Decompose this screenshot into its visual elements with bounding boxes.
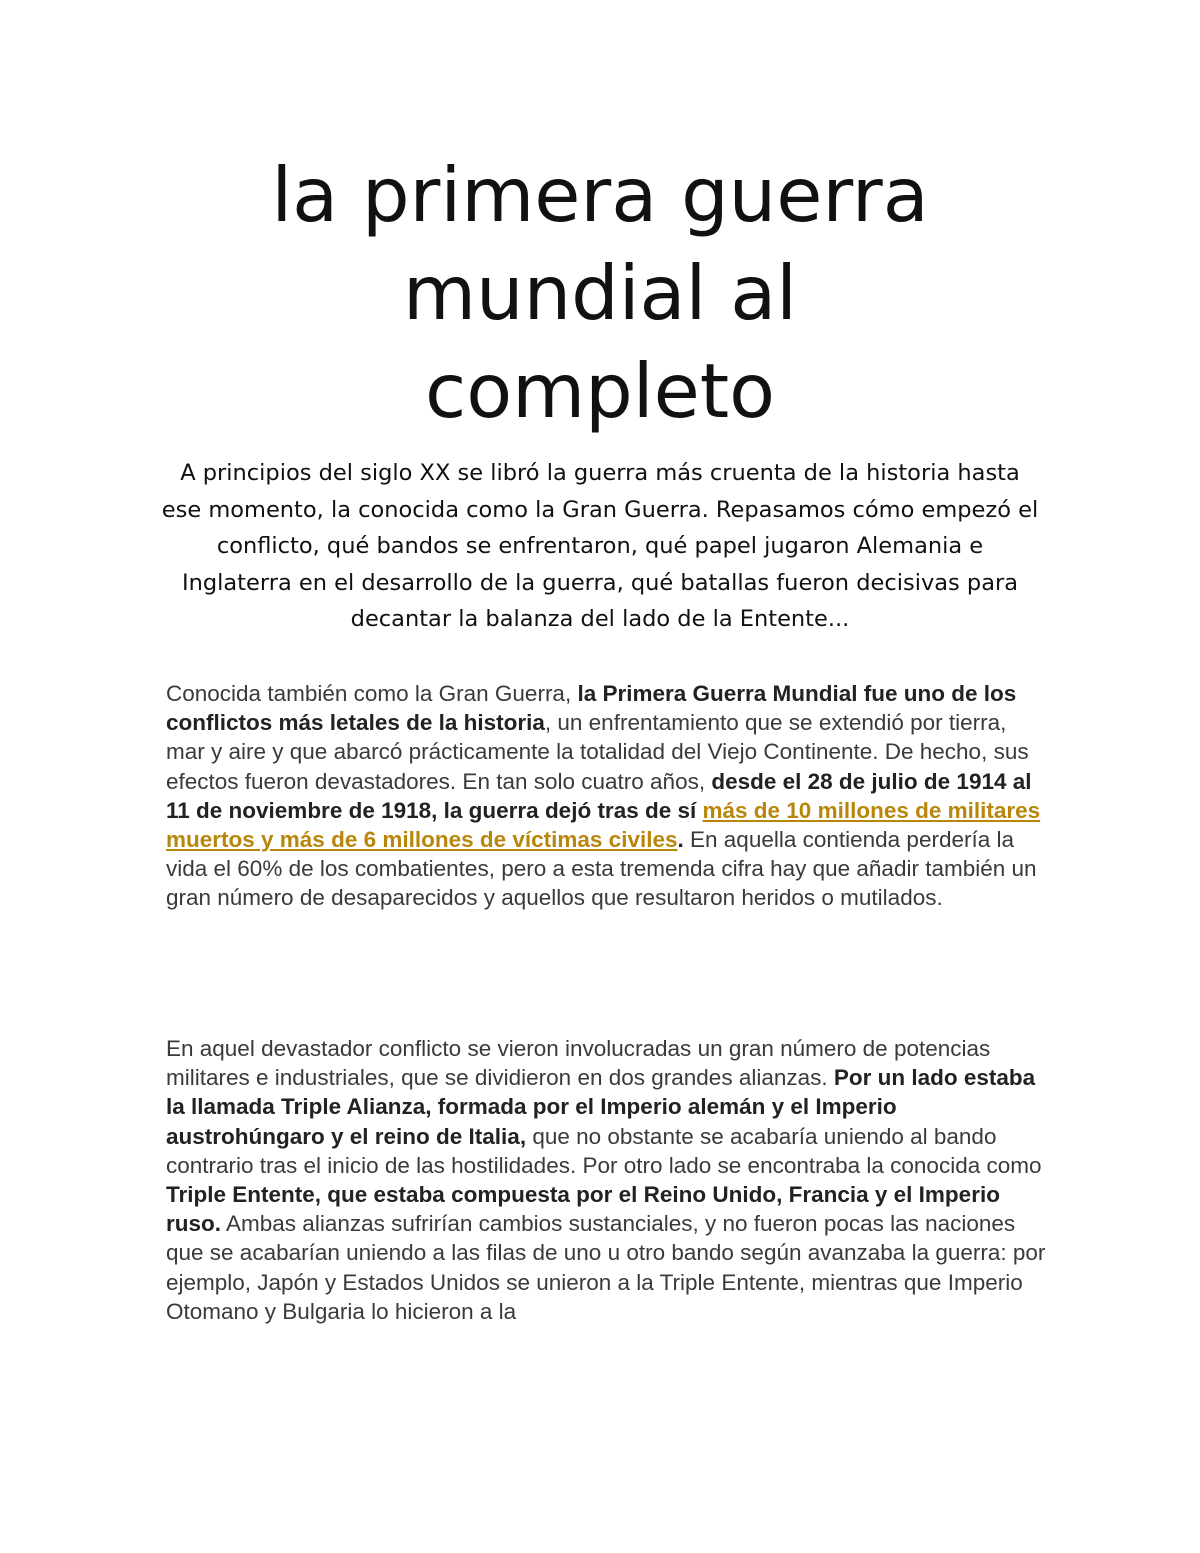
document-subtitle: A principios del siglo XX se libró la guerra más cruenta de la historia hasta ese momento, la conocida como la Gran Guerra. Repasamos cómo empezó el conflicto, qué bandos se enfrentaron, qué papel jugaron Alemania e Inglaterra en el desarrollo de la guerra, qué batallas fueron decisivas para decantar la balanza del lado de la Entente...	[161, 460, 1039, 632]
paragraph-text: que no obstante se acabaría uniendo al bando contrario tras el inicio de las hostilidades. Por otro lado se encontraba la conocida como	[166, 1123, 1042, 1178]
paragraph-text: Ambas alianzas sufrirían cambios sustanciales, y no fueron pocas las naciones que se acabarían uniendo a las filas de uno u otro bando según avanzaba la guerra: por ejemplo, Japón y Estados Unidos se unieron a la Triple Entente, mientras que Imperio Otomano y Bulgaria lo hicieron a la	[166, 1211, 1046, 1324]
paragraph-text: En aquel devastador conflicto se vieron involucradas un gran número de potencias militares e industriales, que se dividieron en dos grandes alianzas.	[166, 1036, 991, 1091]
bold-text: .	[677, 827, 684, 853]
document-title	[160, 146, 1040, 440]
title-line: completo	[424, 347, 776, 435]
casualties-link[interactable]: más de 10 millones de militares muertos y más de 6 millones de víctimas civiles	[166, 797, 1041, 853]
bold-text: Por un lado estaba la llamada Triple Alianza, formada por el Imperio alemán y el Imperio austrohúngaro y el reino de Italia,	[166, 1065, 1036, 1149]
bold-text: Triple Entente, que estaba compuesta por el Reino Unido, Francia y el Imperio ruso.	[166, 1182, 1000, 1237]
title-line: la primera guerra	[271, 151, 929, 239]
paragraph-text: Conocida también como la Gran Guerra,	[166, 681, 578, 706]
title-line: mundial al	[402, 249, 797, 337]
paragraph-text: , un enfrentamiento que se extendió por tierra, mar y aire y que abarcó prácticamente la totalidad del Viejo Continente. De hecho, sus efectos fueron devastadores. En tan solo cuatro años,	[166, 710, 1029, 794]
bold-text: la Primera Guerra Mundial fue uno de los conflictos más letales de la historia	[166, 681, 1017, 736]
body-paragraph-2	[166, 1034, 1046, 1326]
body-paragraph-1	[166, 679, 1046, 913]
bold-text: desde el 28 de julio de 1914 al 11 de noviembre de 1918, la guerra dejó tras de sí	[166, 768, 1032, 823]
paragraph-text: En aquella contienda perdería la vida el 60% de los combatientes, pero a esta tremenda cifra hay que añadir también un gran número de desaparecidos y aquellos que resultaron heridos o mutilados.	[166, 827, 1037, 911]
